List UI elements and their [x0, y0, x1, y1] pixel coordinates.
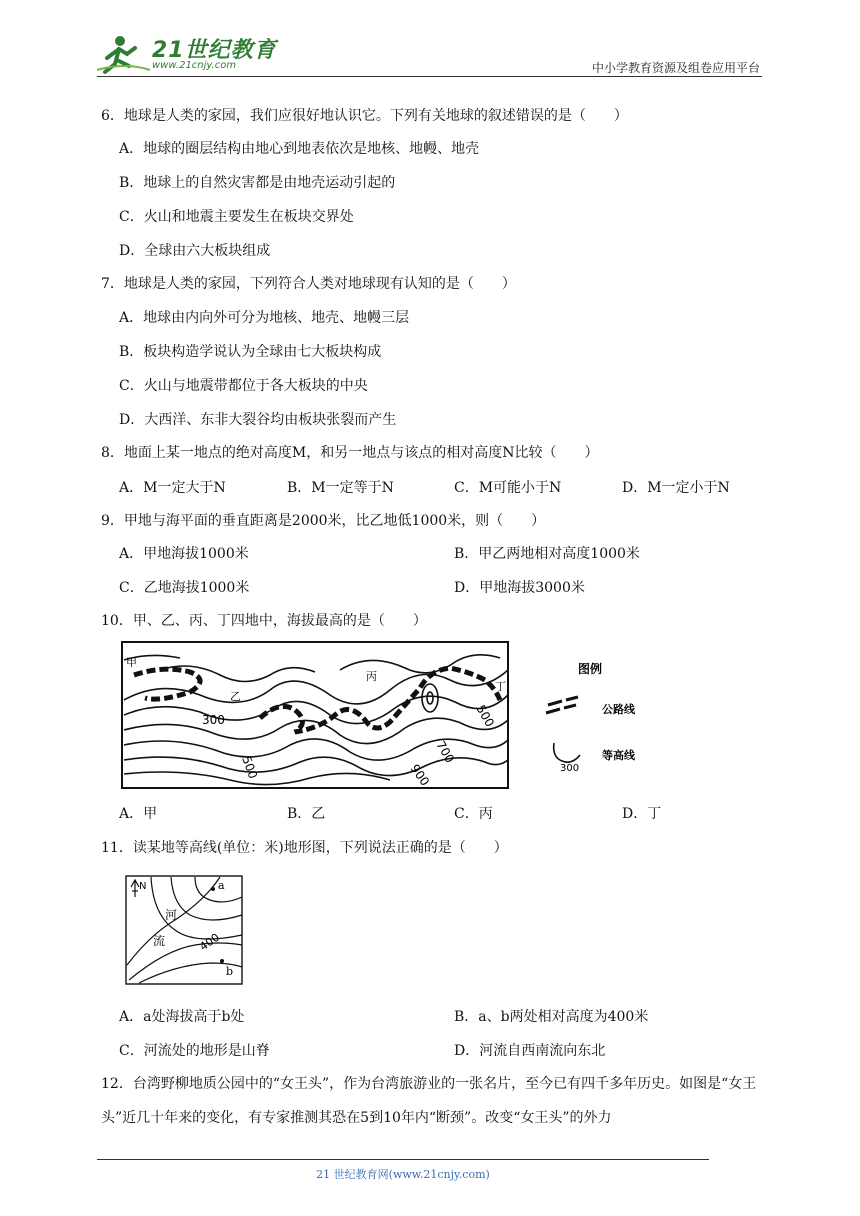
- map2-point-a: a: [218, 879, 225, 892]
- q8-option-a[interactable]: A．M一定大于N: [119, 480, 226, 496]
- footer-text: 21 世纪教育网(www.21cnjy.com): [316, 1168, 490, 1181]
- q7-option-d[interactable]: D．大西洋、东非大裂谷均由板块张裂而产生: [119, 412, 397, 428]
- q9-option-b[interactable]: B．甲乙两地相对高度1000米: [454, 546, 640, 562]
- logo-text: 21世纪教育: [152, 38, 277, 63]
- q8-option-c[interactable]: C．M可能小于N: [454, 480, 562, 496]
- contour-map-q10: [120, 640, 510, 790]
- question-9-stem: 9．甲地与海平面的垂直距离是2000米，比乙地低1000米，则（ ）: [101, 513, 546, 529]
- q6-option-a[interactable]: A．地球的圈层结构由地心到地表依次是地核、地幔、地壳: [119, 141, 480, 157]
- q10-option-d[interactable]: D．丁: [622, 806, 662, 822]
- map1-contour-500-b: 500: [473, 702, 497, 730]
- question-6-stem: 6．地球是人类的家园，我们应很好地认识它。下列有关地球的叙述错误的是（ ）: [101, 108, 628, 124]
- q7-option-c[interactable]: C．火山与地震带都位于各大板块的中央: [119, 378, 368, 394]
- map1-contour-700: 700: [433, 738, 457, 766]
- footer-divider: [97, 1159, 709, 1160]
- map2-river-label-2: 流: [153, 934, 166, 948]
- map1-label-bing: 丙: [366, 670, 377, 683]
- q6-option-b[interactable]: B．地球上的自然灾害都是由地壳运动引起的: [119, 175, 396, 191]
- logo-url: www.21cnjy.com: [152, 60, 237, 71]
- map1-contour-900: 900: [407, 761, 433, 789]
- question-7-stem: 7．地球是人类的家园，下列符合人类对地球现有认知的是（ ）: [101, 276, 516, 292]
- q7-option-a[interactable]: A．地球由内向外可分为地核、地壳、地幔三层: [119, 310, 410, 326]
- map2-point-b: b: [226, 965, 234, 978]
- question-11-stem: 11．读某地等高线(单位：米)地形图，下列说法正确的是（ ）: [101, 840, 508, 856]
- map1-label-yi: 乙: [230, 690, 241, 703]
- q8-option-d[interactable]: D．M一定小于N: [622, 480, 730, 496]
- q11-option-d[interactable]: D．河流自西南流向东北: [454, 1043, 606, 1059]
- map2-contour-400: 400: [197, 930, 222, 954]
- legend-contour-label: 等高线: [602, 749, 635, 762]
- q9-option-c[interactable]: C．乙地海拔1000米: [119, 580, 250, 596]
- q10-option-c[interactable]: C．丙: [454, 806, 493, 822]
- legend-contour-value: 300: [560, 763, 580, 774]
- q10-option-b[interactable]: B．乙: [287, 806, 326, 822]
- contour-map-q11: [125, 875, 243, 985]
- platform-title: 中小学教育资源及组卷应用平台: [591, 61, 760, 75]
- map2-river-label-1: 河: [165, 908, 178, 922]
- question-10-stem: 10．甲、乙、丙、丁四地中，海拔最高的是（ ）: [101, 613, 427, 629]
- question-8-stem: 8．地面上某一地点的绝对高度M，和另一地点与该点的相对高度N比较（ ）: [101, 445, 599, 461]
- map1-label-jia: 甲: [126, 656, 137, 669]
- question-12-stem: 12．台湾野柳地质公园中的“女王头”，作为台湾旅游业的一张名片，至今已有四千多年历史。如图是“女王头”近几十年来的变化，有专家推测其恐在5到10年内“断颈”。改变“女王头”的外力: [101, 1076, 757, 1126]
- map2-north-label: N: [139, 881, 147, 892]
- q9-option-a[interactable]: A．甲地海拔1000米: [119, 546, 249, 562]
- q6-option-c[interactable]: C．火山和地震主要发生在板块交界处: [119, 209, 354, 225]
- map1-contour-500-a: 500: [239, 754, 261, 781]
- q11-option-c[interactable]: C．河流处的地形是山脊: [119, 1043, 270, 1059]
- map1-legend: [540, 655, 650, 775]
- q11-option-b[interactable]: B．a、b两处相对高度为400米: [454, 1009, 649, 1025]
- legend-title: 图例: [578, 662, 603, 676]
- map1-label-ding: 丁: [495, 680, 506, 693]
- q6-option-d[interactable]: D．全球由六大板块组成: [119, 243, 271, 259]
- legend-road-label: 公路线: [602, 703, 635, 716]
- header-divider: [97, 76, 762, 77]
- q9-option-d[interactable]: D．甲地海拔3000米: [454, 580, 585, 596]
- q7-option-b[interactable]: B．板块构造学说认为全球由七大板块构成: [119, 344, 382, 360]
- map1-contour-300: 300: [202, 713, 225, 727]
- q11-option-a[interactable]: A．a处海拔高于b处: [119, 1009, 245, 1025]
- q8-option-b[interactable]: B．M一定等于N: [287, 480, 394, 496]
- q10-option-a[interactable]: A．甲: [119, 806, 158, 822]
